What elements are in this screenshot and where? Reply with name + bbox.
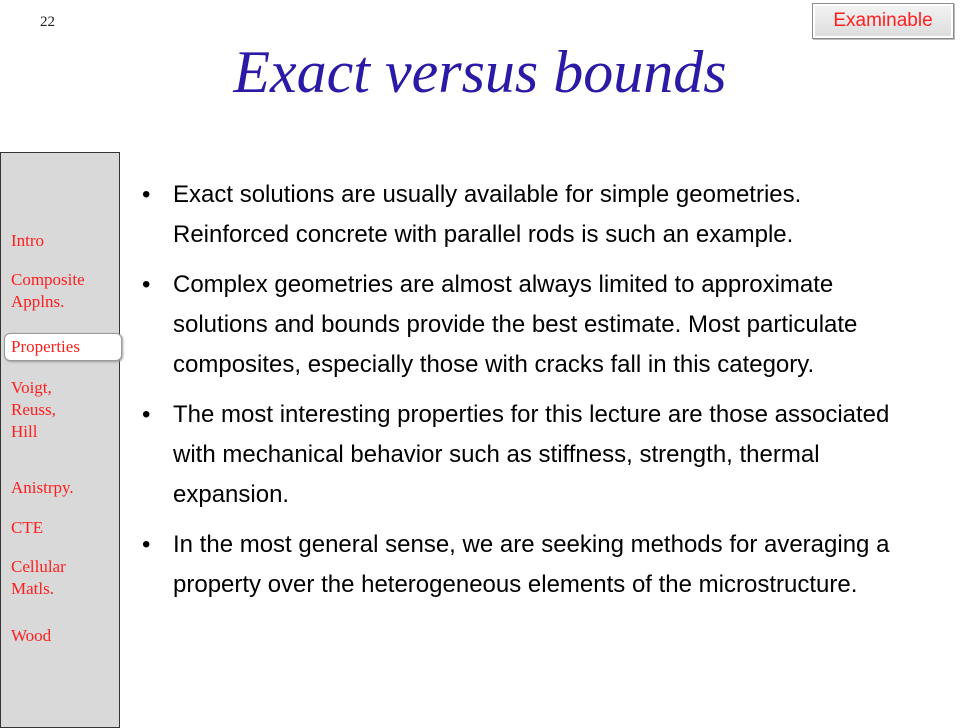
sidebar-item-voigt-reuss-hill[interactable]: Voigt, Reuss, Hill: [11, 378, 56, 441]
bullet-dot-icon: •: [142, 401, 151, 428]
sidebar-item-anistrpy[interactable]: Anistrpy.: [11, 478, 74, 497]
bullet-dot-icon: •: [142, 531, 151, 558]
sidebar-nav: [0, 152, 120, 728]
bullet-text: Exact solutions are usually available for simple geometries. Reinforced concrete with parallel rods is such an example.: [173, 181, 802, 248]
sidebar-item-wood[interactable]: Wood: [11, 626, 52, 645]
bullet-list: [140, 175, 910, 615]
bullet-dot-icon: •: [142, 271, 151, 298]
bullet-item: [140, 175, 910, 255]
sidebar-item-properties[interactable]: Properties: [4, 333, 122, 361]
sidebar-item-intro[interactable]: Intro: [11, 231, 45, 250]
bullet-text: In the most general sense, we are seeking methods for averaging a property over the heterogeneous elements of the microstructure.: [173, 531, 890, 598]
sidebar-item-composite-applns[interactable]: Composite Applns.: [11, 270, 85, 311]
bullet-text: The most interesting properties for this lecture are those associated with mechanical behavior such as stiffness, strength, thermal expansion.: [173, 401, 890, 508]
sidebar-item-cte[interactable]: CTE: [11, 518, 44, 537]
bullet-dot-icon: •: [142, 181, 151, 208]
slide-number: 22: [40, 14, 55, 30]
sidebar-item-cellular-matls[interactable]: Cellular Matls.: [11, 557, 66, 598]
examinable-badge[interactable]: Examinable: [812, 3, 954, 39]
bullet-item: [140, 525, 910, 605]
bullet-text: Complex geometries are almost always limited to approximate solutions and bounds provide the best estimate. Most particulate composites, especially those with cracks fall in this category.: [173, 271, 858, 378]
bullet-item: [140, 265, 910, 385]
bullet-item: [140, 395, 910, 515]
slide-title: Exact versus bounds: [233, 39, 727, 105]
